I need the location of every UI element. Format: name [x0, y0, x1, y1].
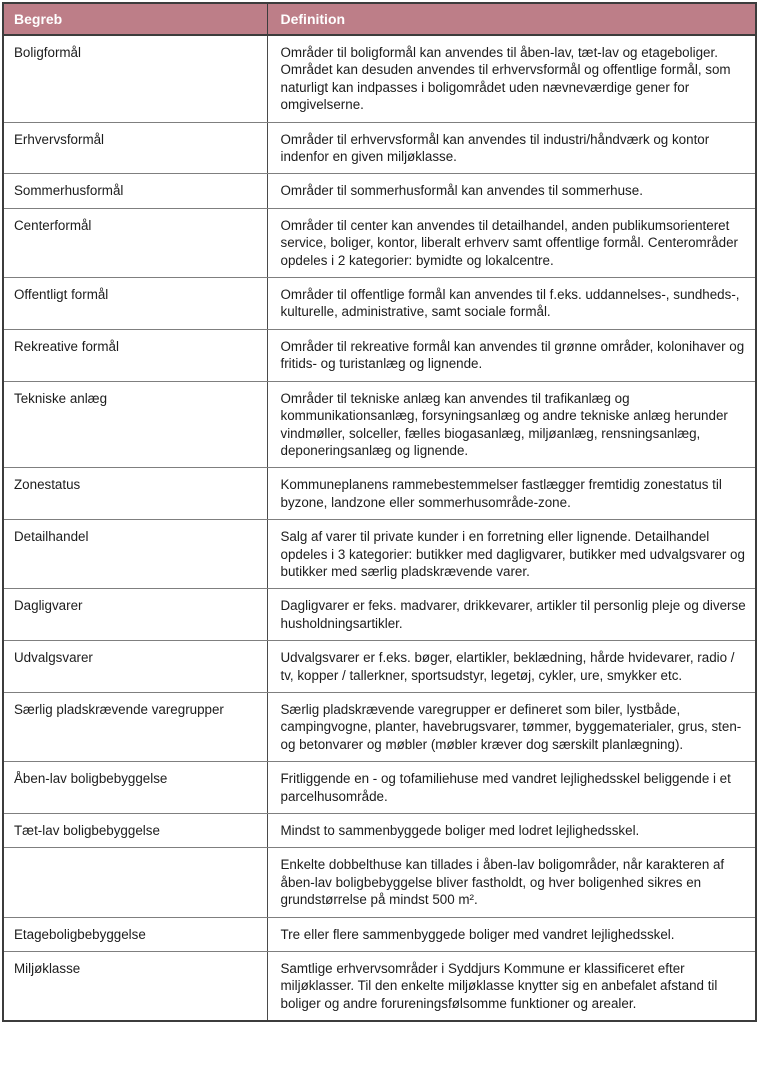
- definition-cell: Tre eller flere sammenbyggede boliger med vandret lejlighedsskel.: [267, 917, 756, 951]
- table-row: [3, 589, 756, 641]
- term-cell: Offentligt formål: [3, 278, 267, 330]
- table-row: [3, 520, 756, 589]
- table-row: [3, 917, 756, 951]
- term-cell: Dagligvarer: [3, 589, 267, 641]
- table-row: [3, 278, 756, 330]
- definition-cell: Områder til erhvervsformål kan anvendes til industri/håndværk og kontor indenfor en given miljøklasse.: [267, 122, 756, 174]
- definition-cell: Udvalgsvarer er f.eks. bøger, elartikler, beklædning, hårde hvidevarer, radio / tv, kopper / tallerkner, sportsudstyr, legetøj, cykler, ure, smykker etc.: [267, 641, 756, 693]
- table-row: [3, 952, 756, 1022]
- term-cell: Erhvervsformål: [3, 122, 267, 174]
- table-row: [3, 208, 756, 277]
- table-row: [3, 692, 756, 761]
- term-cell: Åben-lav boligbebyggelse: [3, 762, 267, 814]
- definition-cell: Særlig pladskrævende varegrupper er defineret som biler, lystbåde, campingvogne, planter, havebrugsvarer, tømmer, byggematerialer, grus, sten- og betonvarer og møbler (møbler kræver dog særskilt planlægning).: [267, 692, 756, 761]
- definition-cell: Områder til sommerhusformål kan anvendes til sommerhuse.: [267, 174, 756, 208]
- table-row: [3, 174, 756, 208]
- term-cell: Detailhandel: [3, 520, 267, 589]
- term-cell: Rekreative formål: [3, 329, 267, 381]
- term-cell: Sommerhusformål: [3, 174, 267, 208]
- table-row: [3, 848, 756, 917]
- definition-cell: Områder til offentlige formål kan anvendes til f.eks. uddannelses-, sundheds-, kulturelle, administrative, samt sociale formål.: [267, 278, 756, 330]
- table-row: [3, 641, 756, 693]
- definition-cell: Områder til tekniske anlæg kan anvendes til trafikanlæg og kommunikationsanlæg, forsyningsanlæg og andre tekniske anlæg herunder vindmøller, solceller, fælles biogasanlæg, miljøanlæg, rensningsanlæg, deponeringsanlæg og lignende.: [267, 381, 756, 468]
- definition-cell: Kommuneplanens rammebestemmelser fastlægger fremtidig zonestatus til byzone, landzone eller sommerhusområde-zone.: [267, 468, 756, 520]
- table-row: [3, 381, 756, 468]
- definition-cell: Dagligvarer er feks. madvarer, drikkevarer, artikler til personlig pleje og diverse husholdningsartikler.: [267, 589, 756, 641]
- term-cell: Udvalgsvarer: [3, 641, 267, 693]
- term-cell: Miljøklasse: [3, 952, 267, 1022]
- term-cell: Etageboligbebyggelse: [3, 917, 267, 951]
- table-row: [3, 122, 756, 174]
- definition-cell: Områder til center kan anvendes til detailhandel, anden publikumsorienteret service, boliger, kontor, liberalt erhverv samt offentlige formål. Centerområder opdeles i 2 kategorier: bymidte og lokalcentre.: [267, 208, 756, 277]
- definition-cell: Mindst to sammenbyggede boliger med lodret lejlighedsskel.: [267, 814, 756, 848]
- column-header-definition: Definition: [267, 3, 756, 35]
- term-cell: Særlig pladskrævende varegrupper: [3, 692, 267, 761]
- table-row: [3, 35, 756, 122]
- table-row: [3, 762, 756, 814]
- definition-cell: Salg af varer til private kunder i en forretning eller lignende. Detailhandel opdeles i 3 kategorier: butikker med dagligvarer, butikker med udvalgsvarer og butikker med særlig pladskrævende varer.: [267, 520, 756, 589]
- definition-cell: Samtlige erhvervsområder i Syddjurs Kommune er klassificeret efter miljøklasser. Til den enkelte miljøklasse knytter sig en anbefalet afstand til boliger og andre forureningsfølsomme funktioner og arealer.: [267, 952, 756, 1022]
- table-row: [3, 468, 756, 520]
- table-row: [3, 814, 756, 848]
- definition-cell: Fritliggende en - og tofamiliehuse med vandret lejlighedsskel beliggende i et parcelhusområde.: [267, 762, 756, 814]
- table-header-row: [3, 3, 756, 35]
- column-header-begreb: Begreb: [3, 3, 267, 35]
- table-row: [3, 329, 756, 381]
- term-cell: Tekniske anlæg: [3, 381, 267, 468]
- term-cell: Boligformål: [3, 35, 267, 122]
- definition-cell: Områder til rekreative formål kan anvendes til grønne områder, kolonihaver og fritids- og turistanlæg og lignende.: [267, 329, 756, 381]
- term-cell: Tæt-lav boligbebyggelse: [3, 814, 267, 848]
- definition-cell: Enkelte dobbelthuse kan tillades i åben-lav boligområder, når karakteren af åben-lav boligbebyggelse bliver fastholdt, og hver boligenhed sikres en grundstørrelse på mindst 500 m².: [267, 848, 756, 917]
- term-cell: Zonestatus: [3, 468, 267, 520]
- term-cell: Centerformål: [3, 208, 267, 277]
- definitions-table: [2, 2, 757, 1022]
- definition-cell: Områder til boligformål kan anvendes til åben-lav, tæt-lav og etageboliger. Området kan desuden anvendes til erhvervsformål og offentlige formål, som naturligt kan indpasses i boligområdet uden nævneværdige gener for omgivelserne.: [267, 35, 756, 122]
- term-cell: [3, 848, 267, 917]
